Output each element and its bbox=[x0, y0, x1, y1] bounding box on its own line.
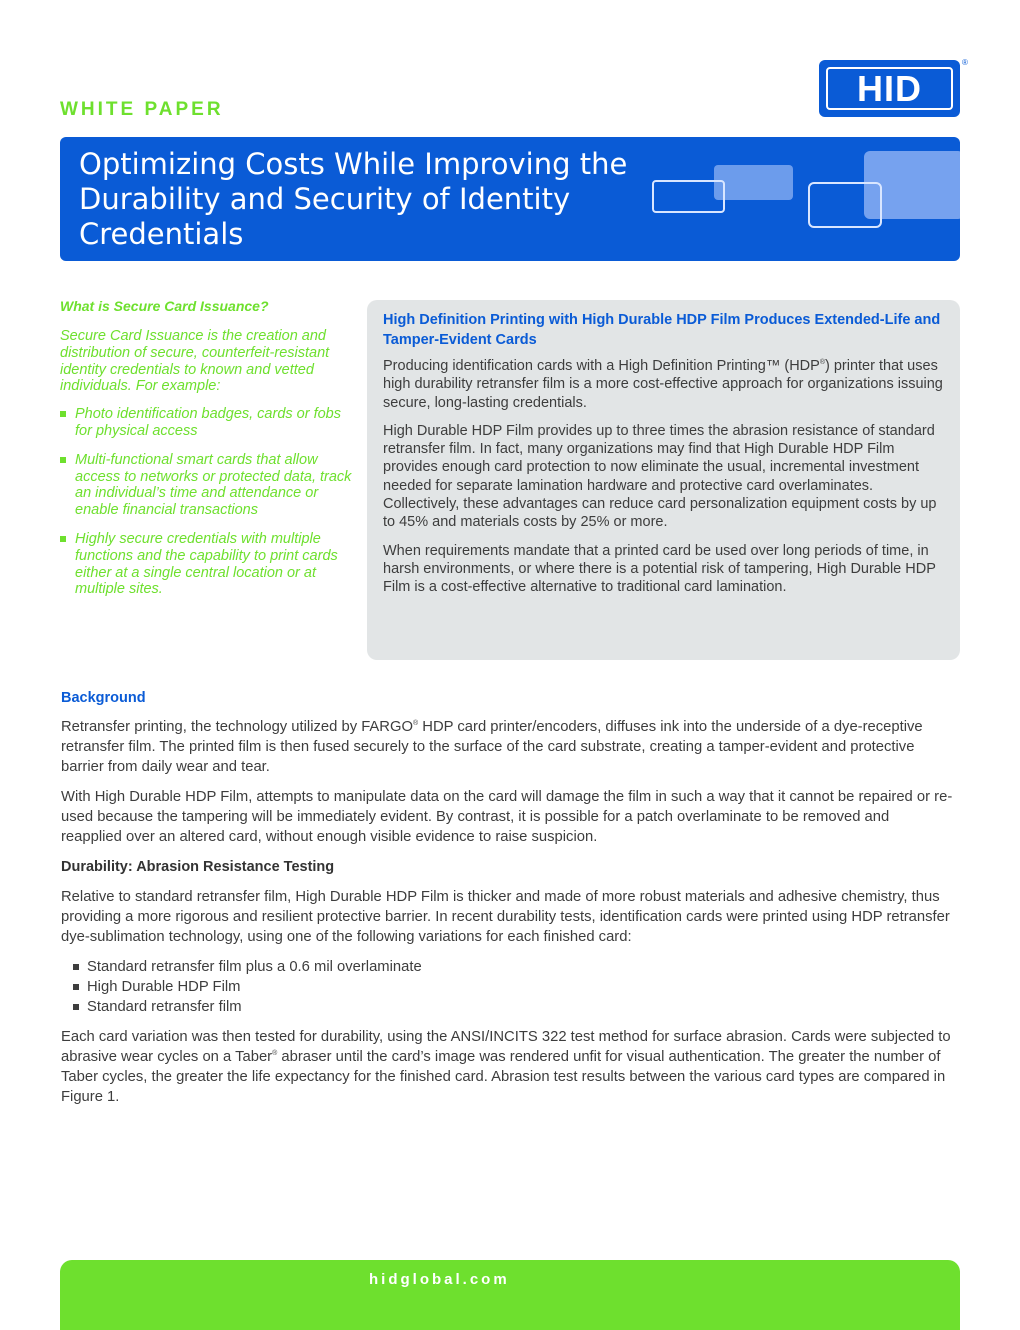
document-type-label: WHITE PAPER bbox=[60, 99, 224, 120]
list-item: Photo identification badges, cards or fobs for physical access bbox=[60, 406, 355, 440]
callout-paragraph bbox=[383, 357, 944, 412]
text-span: HDP card printer/encoders, diffuses ink into the underside of a dye-receptive retransfer film. The printed film is then fused securely to the surface of the card substrate, creating a tamper-evident and protective barrier from daily wear and tear. bbox=[61, 719, 923, 775]
list-item: Standard retransfer film plus a 0.6 mil overlaminate bbox=[73, 957, 954, 977]
decorative-card-icon bbox=[714, 165, 793, 200]
body-paragraph: With High Durable HDP Film, attempts to manipulate data on the card will damage the film in such a way that it cannot be repaired or re-used because the tampering will be immediately evident. By contrast, it is possible for a patch overlaminate to be removed and reapplied over an altered card, without enough visible evidence to raise suspicion. bbox=[61, 789, 953, 845]
hid-logo bbox=[819, 60, 960, 117]
title-banner bbox=[60, 137, 960, 261]
section-heading-background: Background bbox=[61, 690, 146, 706]
sidebar-list bbox=[60, 406, 355, 598]
list-item: High Durable HDP Film bbox=[73, 977, 954, 997]
sidebar-question: What is Secure Card Issuance? bbox=[60, 298, 269, 314]
website-link[interactable]: hidglobal.com bbox=[369, 1271, 510, 1288]
list-item: Standard retransfer film bbox=[73, 997, 954, 1017]
list-item: Multi-functional smart cards that allow access to networks or protected data, track an individual’s time and attendance or enable financial transactions bbox=[60, 452, 355, 519]
decorative-card-icon bbox=[808, 182, 882, 228]
sidebar-intro: Secure Card Issuance is the creation and distribution of secure, counterfeit-resistant identity credentials to known and vetted individuals. For example: bbox=[60, 328, 330, 395]
registered-mark: ® bbox=[272, 1050, 278, 1058]
text-span: Retransfer printing, the technology utilized by FARGO bbox=[61, 719, 414, 735]
logo-text: HID bbox=[826, 67, 953, 110]
body-paragraph bbox=[61, 1027, 954, 1107]
decorative-card-icon bbox=[652, 180, 725, 213]
callout-paragraph: High Durable HDP Film provides up to three times the abrasion resistance of standard retransfer film. In fact, many organizations may find that High Durable HDP Film provides enough card protection to now eliminate the usual, incremental investment needed for separate lamination hardware and protective card overlaminates. Collectively, these advantages can reduce card personalization equipment costs by up to 45% and materials costs by 25% or more. bbox=[383, 422, 937, 531]
body-paragraph: Relative to standard retransfer film, High Durable HDP Film is thicker and made of more robust materials and adhesive chemistry, thus providing a more rigorous and resilient protective barrier. In recent durability tests, identification cards were printed using HDP retransfer dye-sublimation technology, using one of the following variations for each finished card: bbox=[61, 889, 950, 945]
body-paragraph bbox=[61, 717, 954, 777]
sidebar-definition bbox=[60, 297, 355, 610]
callout-box bbox=[367, 300, 960, 660]
callout-paragraph: When requirements mandate that a printed card be used over long periods of time, in harsh environments, or where there is a potential risk of tampering, High Durable HDP Film is a cost-effective alternative to traditional card lamination. bbox=[383, 542, 936, 596]
text-span: ) printer that uses high durability retransfer film is a more cost-effective approach for organizations issuing secure, long-lasting credentials. bbox=[383, 358, 943, 411]
registered-mark: ® bbox=[413, 720, 419, 728]
variations-list bbox=[61, 957, 954, 1017]
callout-title: High Definition Printing with High Durable HDP Film Produces Extended-Life and Tamper-Evident Cards bbox=[383, 312, 941, 348]
body-content bbox=[61, 688, 954, 1117]
logo-registered-mark: ® bbox=[962, 58, 968, 67]
registered-mark: ® bbox=[819, 359, 825, 367]
section-heading-durability: Durability: Abrasion Resistance Testing bbox=[61, 859, 335, 875]
text-span: Each card variation was then tested for durability, using the ANSI/INCITS 322 test method for surface abrasion. Cards were subjected to abrasive wear cycles on a Taber bbox=[61, 1029, 951, 1065]
list-item: Highly secure credentials with multiple functions and the capability to print cards either at a single central location or at multiple sites. bbox=[60, 531, 355, 598]
page-title: Optimizing Costs While Improving the Durability and Security of Identity Credentials bbox=[79, 147, 628, 251]
text-span: Producing identification cards with a High Definition Printing™ (HDP bbox=[383, 358, 820, 374]
text-span: abraser until the card’s image was rendered unfit for visual authentication. The greater the number of Taber cycles, the greater the life expectancy for the finished card. Abrasion test results between the various card types are compared in Figure 1. bbox=[61, 1049, 946, 1105]
